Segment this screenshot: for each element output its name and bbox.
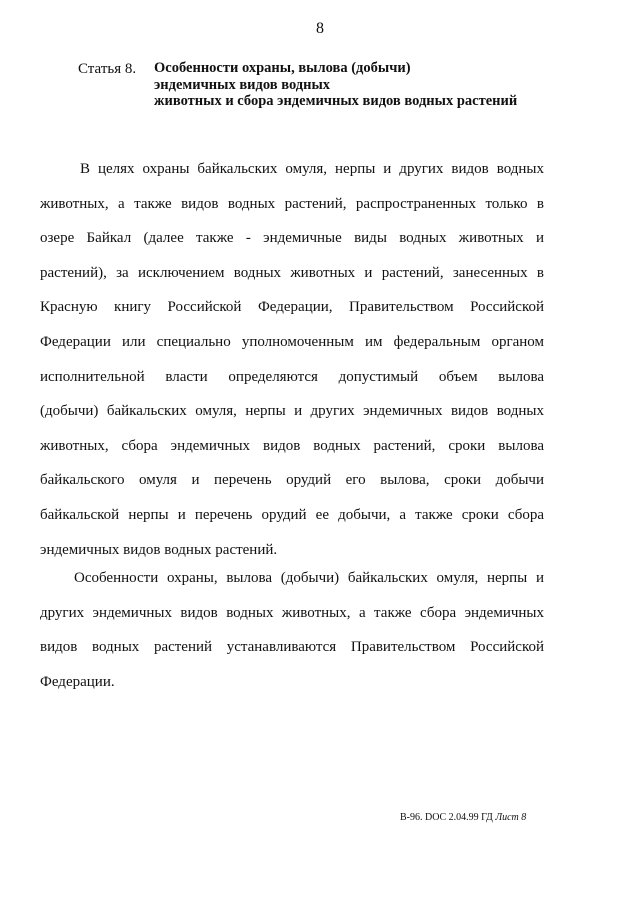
- paragraph-line: видов водных растений устанавливаются Правительством Российской: [40, 639, 544, 656]
- article-title: [154, 60, 517, 110]
- article-title-line: Особенности охраны, вылова (добычи): [154, 60, 411, 76]
- paragraph-line: озере Байкал (далее также - эндемичные виды водных животных и: [40, 230, 544, 247]
- paragraph-line: Особенности охраны, вылова (добычи) байкальских омуля, нерпы и: [74, 570, 544, 586]
- article-heading: [78, 60, 578, 110]
- footer-reference: [400, 812, 526, 823]
- paragraph-line: Федерации или специально уполномоченным им федеральным органом: [40, 333, 544, 350]
- article-title-line: эндемичных видов водных: [154, 76, 331, 93]
- paragraph-line: байкальского омуля и перечень орудий его вылова, сроки добычи: [40, 472, 544, 489]
- article-title-line: животных и сбора эндемичных видов водных растений: [154, 93, 518, 109]
- paragraph-line: Федерации.: [40, 673, 115, 690]
- paragraph-2: [40, 561, 544, 699]
- footer-doc-ref: B-96. DOC 2.04.99 ГД: [400, 812, 493, 823]
- paragraph-line: (добычи) байкальских омуля, нерпы и других эндемичных видов водных: [40, 403, 544, 420]
- paragraph-1: [40, 152, 544, 567]
- page-number: 8: [316, 20, 324, 37]
- paragraph-line: животных, сбора эндемичных видов водных растений, сроки вылова: [40, 437, 544, 454]
- paragraph-line: Красную книгу Российской Федерации, Правительством Российской: [40, 299, 544, 316]
- paragraph-line: байкальской нерпы и перечень орудий ее добычи, а также сроки сбора: [40, 506, 544, 523]
- paragraph-line: растений), за исключением водных животных и растений, занесенных в: [40, 264, 544, 281]
- paragraph-line: В целях охраны байкальских омуля, нерпы и других видов водных: [80, 161, 544, 177]
- article-label: Статья 8.: [78, 61, 137, 77]
- paragraph-line: животных, а также видов водных растений, распространенных только в: [40, 195, 544, 212]
- paragraph-line: эндемичных видов водных растений.: [40, 541, 278, 558]
- paragraph-line: исполнительной власти определяются допустимый объем вылова: [40, 368, 544, 385]
- paragraph-line: других эндемичных видов водных животных, а также сбора эндемичных: [40, 604, 544, 621]
- footer-sheet: Лист 8: [495, 812, 527, 823]
